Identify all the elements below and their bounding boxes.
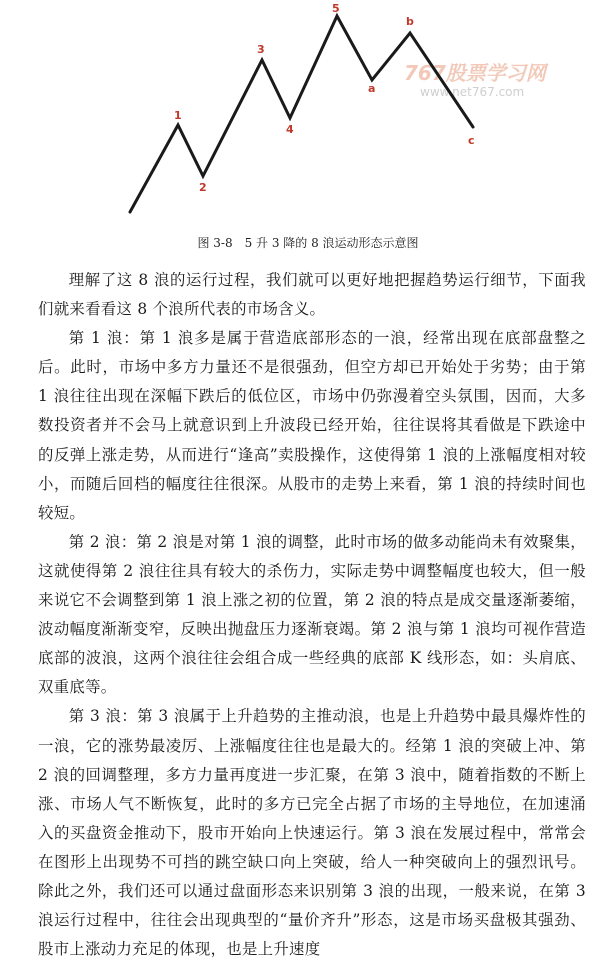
wave-figure xyxy=(0,0,616,230)
watermark-title: 767股票学习网 xyxy=(404,61,546,85)
figure-caption: 图 3-8 5 升 3 降的 8 浪运动形态示意图 xyxy=(197,236,419,250)
paragraph-wave-3: 第 3 浪：第 3 浪属于上升趋势的主推动浪，也是上升趋势中最具爆炸性的一浪，它的涨势最凌厉、上涨幅度往往也是最大的。经第 1 浪的突破上冲、第 2 浪的回调整理，多方力量再度进一步汇聚，在第 3 浪中，随着指数的不断上涨、市场人气不断恢复，此时的多方已完全占据了市场的主导地位，在加速涌入的买盘资金推动下，股市开始向上快速运行。第 3 浪在发展过程中，常常会在图形上出现势不可挡的跳空缺口向上突破，给人一种突破向上的强烈讯号。除此之外，我们还可以通过盘面形态来识别第 3 浪的出现，一般来说，在第 3 浪运行过程中，往往会出现典型的“量价齐升”形态，这是市场买盘极其强劲、股市上涨动力充足的体现，也是上升速度 xyxy=(38,707,586,959)
watermark-url: www.net767.com xyxy=(420,85,525,99)
wave-label-5: 5 xyxy=(332,2,340,15)
wave-label-b: b xyxy=(406,15,414,28)
wave-label-4: 4 xyxy=(286,123,294,136)
wave-label-a: a xyxy=(368,82,376,95)
paragraph-wave-1: 第 1 浪：第 1 浪多是属于营造底部形态的一浪，经常出现在底部盘整之后。此时，市场中多方力量还不是很强劲，但空方却已开始处于劣势；由于第 1 浪往往出现在深幅下跌后的低位区，市场中仍弥漫着空头氛围，因而，大多数投资者并不会马上就意识到上升波段已经开始，往往误将其看做是下跌途中的反弹上涨走势，从而进行“逢高”卖股操作，这使得第 1 浪的上涨幅度相对较小，而随后回档的幅度往往很深。从股市的走势上来看，第 1 浪的持续时间也较短。 xyxy=(38,329,586,522)
body-text xyxy=(38,266,586,964)
paragraph-intro: 理解了这 8 浪的运行过程，我们就可以更好地把握趋势运行细节，下面我们就来看看这 8 个浪所代表的市场含义。 xyxy=(38,271,586,319)
wave-label-2: 2 xyxy=(199,181,207,194)
wave-label-1: 1 xyxy=(174,109,182,122)
wave-diagram xyxy=(0,0,616,230)
wave-label-c: c xyxy=(468,134,475,147)
paragraph-wave-2: 第 2 浪：第 2 浪是对第 1 浪的调整，此时市场的做多动能尚未有效聚集，这就使得第 2 浪往往具有较大的杀伤力，实际走势中调整幅度也较大，但一般来说它不会调整到第 1 浪上涨之初的位置，第 2 浪的特点是成交量逐渐萎缩，波动幅度渐渐变窄，反映出抛盘压力逐渐衰竭。第 2 浪与第 1 浪均可视作营造底部的波浪，这两个浪往往会组合成一些经典的底部 K 线形态，如：头肩底、双重底等。 xyxy=(38,532,586,697)
wave-label-3: 3 xyxy=(257,43,265,56)
